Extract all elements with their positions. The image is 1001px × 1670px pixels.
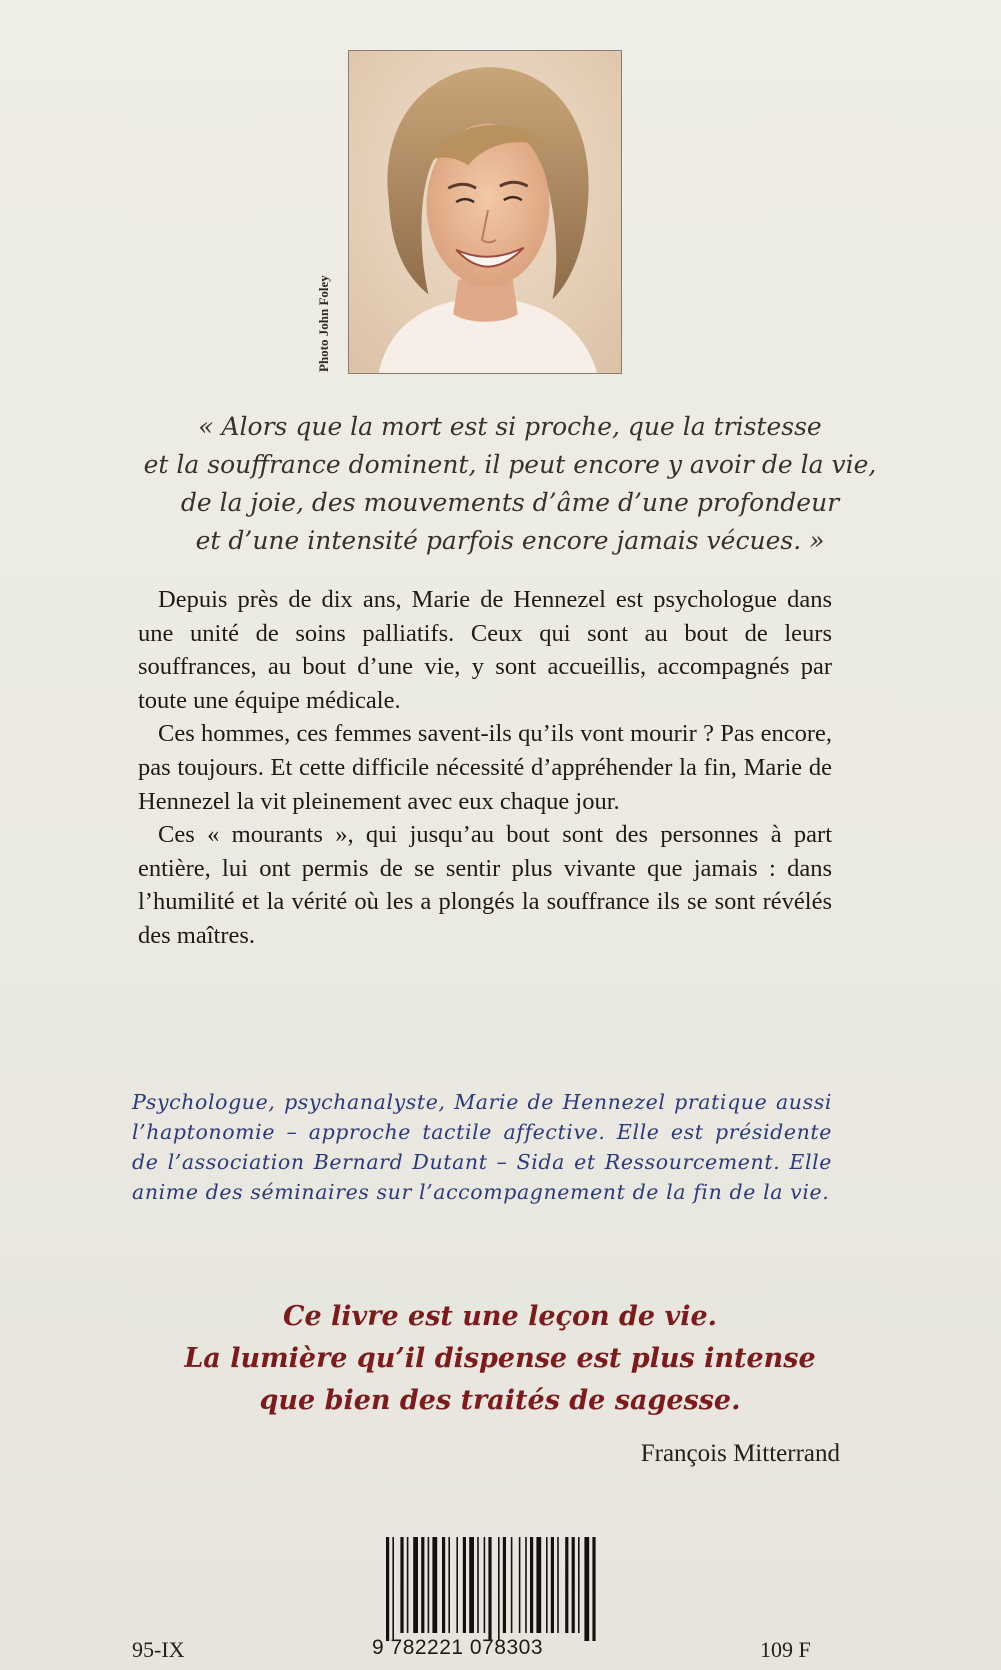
quote-line: de la joie, des mouvements d’âme d’une profondeur [180,488,840,517]
barcode-bar [584,1537,589,1641]
barcode-bar [400,1537,403,1633]
tribute-author: François Mitterrand [640,1440,840,1467]
barcode-bar [578,1537,580,1633]
book-description [138,583,832,953]
barcode-bar [469,1537,474,1633]
barcode-bar [557,1537,559,1633]
barcode-bar [442,1537,445,1633]
price: 109 F [760,1637,811,1662]
barcode-bar [536,1537,541,1633]
barcode-bar [386,1537,389,1641]
barcode-bar [477,1537,479,1633]
tribute-line: que bien des traités de sagesse. [259,1385,741,1416]
barcode-bar [572,1537,575,1633]
barcode-bar [592,1537,595,1641]
barcode-bar [428,1537,430,1633]
photo-credit: Photo John Foley [316,275,331,372]
barcode-bar [511,1537,513,1633]
barcode-bar [463,1537,466,1633]
tribute-quote [160,1296,840,1422]
barcode-bar [503,1537,506,1633]
barcode-bar [456,1537,458,1633]
quote-line: et d’une intensité parfois encore jamais vécues. » [195,526,825,555]
description-paragraph: Ces « mourants », qui jusqu’au bout sont des personnes à part entière, lui ont permis de se sentir plus vivante que jamais : dans l’humilité et la vérité où les a plongés la souffrance ils se sont révélés des maîtres. [138,821,832,949]
author-photo [348,50,622,374]
barcode-bar [488,1537,491,1641]
barcode-bar [413,1537,418,1633]
barcode-bar [432,1537,437,1633]
barcode-bar [546,1537,548,1633]
barcode-bar [392,1537,394,1641]
barcode-bar [448,1537,450,1633]
barcode-bar [407,1537,409,1633]
author-bio: Psychologue, psychanalyste, Marie de Hennezel pratique aussi l’haptonomie – approche tactile affective. Elle est présidente de l’association Bernard Dutant – Sida et Ressourcement. Elle anime des séminaires sur l’accompagnement de la fin de la vie. [132,1090,832,1204]
barcode-digits: 9 782221 078303 [372,1636,543,1659]
tribute-line: Ce livre est une leçon de vie. [282,1301,718,1332]
description-paragraph: Ces hommes, ces femmes savent-ils qu’ils vont mourir ? Pas encore, pas toujours. Et cette difficile nécessité d’appréhender la fin, Marie de Hennezel la vit pleinement avec eux chaque jour. [138,720,832,815]
opening-quote [130,408,890,560]
description-paragraph: Depuis près de dix ans, Marie de Hennezel est psychologue dans une unité de soins palliatifs. Ceux qui sont au bout de leurs souffrances, au bout d’une vie, y sont accueillis, accompagnés par toute une équipe médicale. [138,586,832,714]
barcode-bar [421,1537,424,1633]
barcode-bar [530,1537,533,1633]
barcode [382,1537,617,1641]
barcode-bar [525,1537,527,1633]
quote-line: et la souffrance dominent, il peut encore y avoir de la vie, [143,450,877,479]
barcode-bar [565,1537,568,1633]
barcode-bar [498,1537,500,1641]
quote-line: « Alors que la mort est si proche, que la tristesse [198,412,822,441]
barcode-bar [519,1537,521,1633]
barcode-bar [551,1537,554,1633]
tribute-line: La lumière qu’il dispense est plus intense [184,1343,816,1374]
barcode-bar [484,1537,486,1633]
edition-code: 95-IX [132,1637,185,1662]
